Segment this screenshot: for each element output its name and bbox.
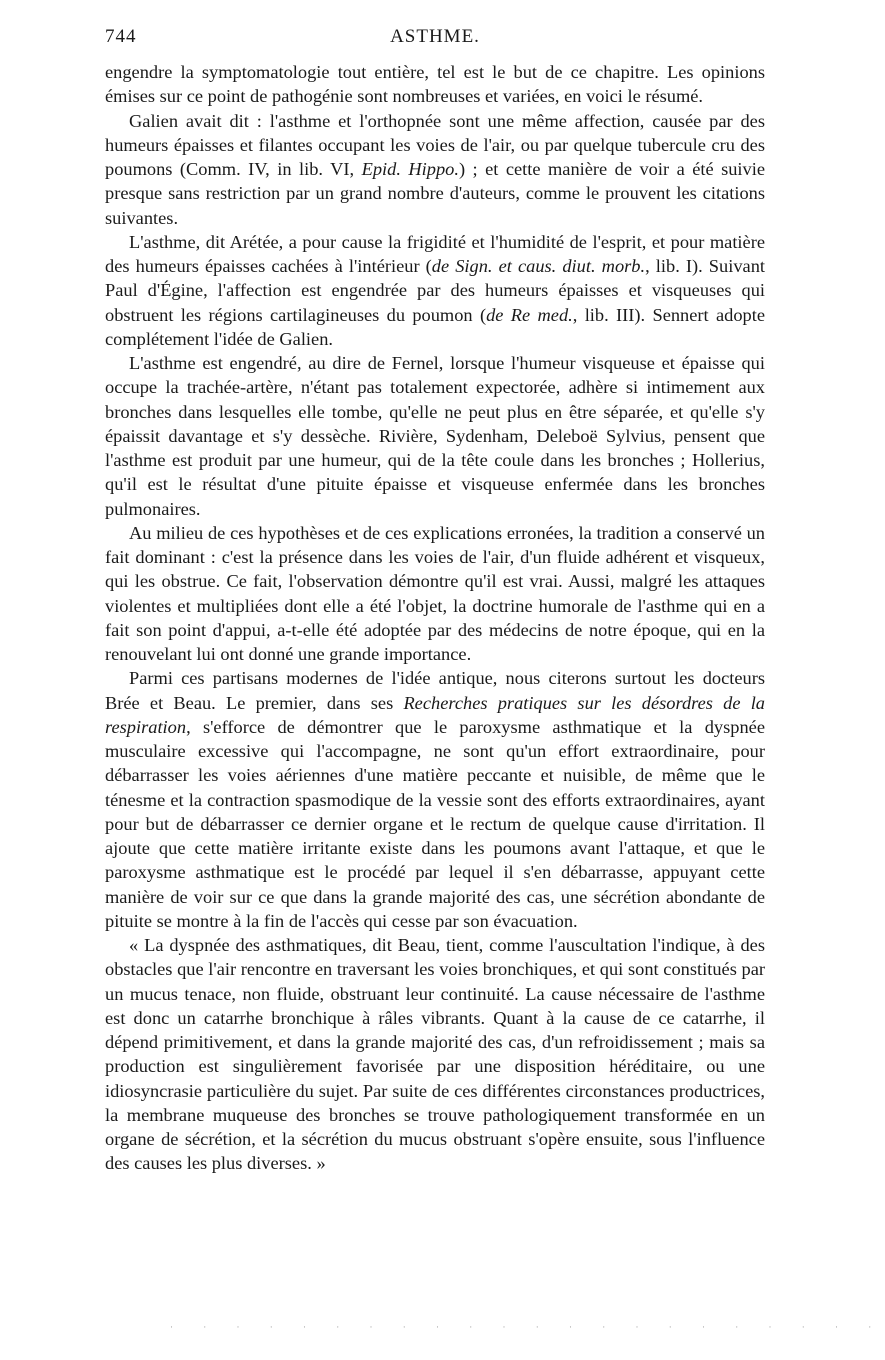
paragraph [105, 933, 765, 1176]
paragraph [105, 521, 765, 667]
text-run: L'asthme est engendré, au dire de Fernel, lorsque l'humeur visqueuse et épaisse qui occupe la trachée-artère, n'étant pas totalement expectorée, adhère si intimement aux bronches dans lesquelles elle tombe, qu'elle ne peut plus en être séparée, et qu'elle s'y épaissit davantage et s'y dessèche. Rivière, Sydenham, Deleboë Sylvius, pensent que l'asthme est produit par une humeur, qui de la tête coule dans les bronches ; Hollerius, qu'il est le résultat d'une pituite épaisse et visqueuse enfermée dans les bronches pulmonaires. [105, 353, 765, 519]
text-run: Parmi ces partisans modernes de l'idée antique, nous citerons surtout les docteurs Brée et Beau. Le premier, dans ses [105, 668, 765, 713]
page-number: 744 [105, 26, 137, 47]
paragraph [105, 351, 765, 521]
text-run: « La dyspnée des asthmatiques, dit Beau, tient, comme l'auscultation l'indique, à des obstacles que l'air rencontre en traversant les voies bronchiques, et qui sont constitués par un mucus tenace, non fluide, obstruant leur continuité. La cause nécessaire de l'asthme est donc un catarrhe bronchique à râles vibrants. Quant à la cause de ce catarrhe, il dépend primitivement, et dans la grande majorité des cas, d'un refroidissement ; mais sa production est singulièrement favorisée par une disposition héréditaire, ou une idiosyncrasie particulière du sujet. Par suite de ces différentes circonstances productrices, la membrane muqueuse des bronches se trouve pathologiquement transformée en un organe de sécrétion, et la sécrétion du mucus obstruant s'opère ensuite, sous l'influence des causes les plus diverses. » [105, 935, 765, 1174]
text-run: L'asthme, dit Arétée, a pour cause la frigidité et l'humidité de l'esprit, et pour matière des humeurs épaisses cachées à l'intérieur ( [105, 231, 765, 276]
text-run: , lib. I). Suivant Paul d'Égine, l'affection est engendrée par des humeurs épaisses et visqueuses qui obstruent les régions cartilagineuses du poumon ( [105, 256, 765, 325]
paragraph [105, 666, 765, 933]
text-run: engendre la symptomatologie tout entière, tel est le but de ce chapitre. Les opinions émises sur ce point de pathogénie sont nombreuses et variées, en voici le résumé. [105, 62, 765, 107]
scan-artifact-marks: · · · · · · · · · · · · · · · · · · · · · · [170, 1322, 885, 1332]
text-run: Au milieu de ces hypothèses et de ces explications erronées, la tradition a conservé un fait dominant : c'est la présence dans les voies de l'air, d'un fluide adhérent et visqueux, qui les obstrue. Ce fait, l'observation démontre qu'il est vrai. Aussi, malgré les attaques violentes et multipliées dont elle a été l'objet, la doctrine humorale de l'asthme qui en a fait son point d'appui, a-t-elle été adoptée par des médecins de notre époque, qui en la renouvelant lui ont donné une grande importance. [105, 522, 765, 664]
italic-citation: de Sign. et caus. diut. morb. [431, 256, 646, 276]
book-page [105, 26, 765, 1176]
paragraph [105, 60, 765, 109]
text-run: , s'efforce de démontrer que le paroxysme asthmatique et la dyspnée musculaire excessive qui l'accompagne, ne sont qu'un effort extraordinaire, pour débarrasser les voies aériennes d'une matière peccante et nuisible, de même que le ténesme et la contraction spasmodique de la vessie sont des efforts extraordinaires, ayant pour but de débarrasser ce dernier organe et le rectum de quelque cause d'irritation. Il ajoute que cette matière irritante existe dans les poumons avant l'attaque, et que le paroxysme asthmatique est le procédé par lequel il s'en débarrasse, appuyant cette manière de voir sur ce que dans la grande majorité des cas, une sécrétion abondante de pituite se montre à la fin de l'accès qui cesse par son évacuation. [105, 716, 765, 931]
paragraph [105, 109, 765, 230]
text-run: ) ; et cette manière de voir a été suivie presque sans restriction par un grand nombre d'auteurs, comme le prouvent les citations suivantes. [105, 159, 766, 228]
text-run: , lib. III). Sennert adopte complétement l'idée de Galien. [105, 304, 766, 349]
italic-citation: de Re med. [486, 304, 573, 325]
italic-citation: Recherches pratiques sur les désordres de la respiration [105, 692, 766, 737]
text-run: Galien avait dit : l'asthme et l'orthopnée sont une même affection, causée par des humeurs épaisses et filantes occupant les voies de l'air, ou par quelque tubercule cru des poumons (Comm. IV, in lib. VI, [105, 110, 765, 179]
paragraph [105, 230, 765, 351]
body-text [105, 60, 765, 1176]
page-header [105, 26, 765, 60]
running-title: ASTHME. [390, 26, 480, 47]
italic-citation: Epid. Hippo. [361, 159, 459, 179]
